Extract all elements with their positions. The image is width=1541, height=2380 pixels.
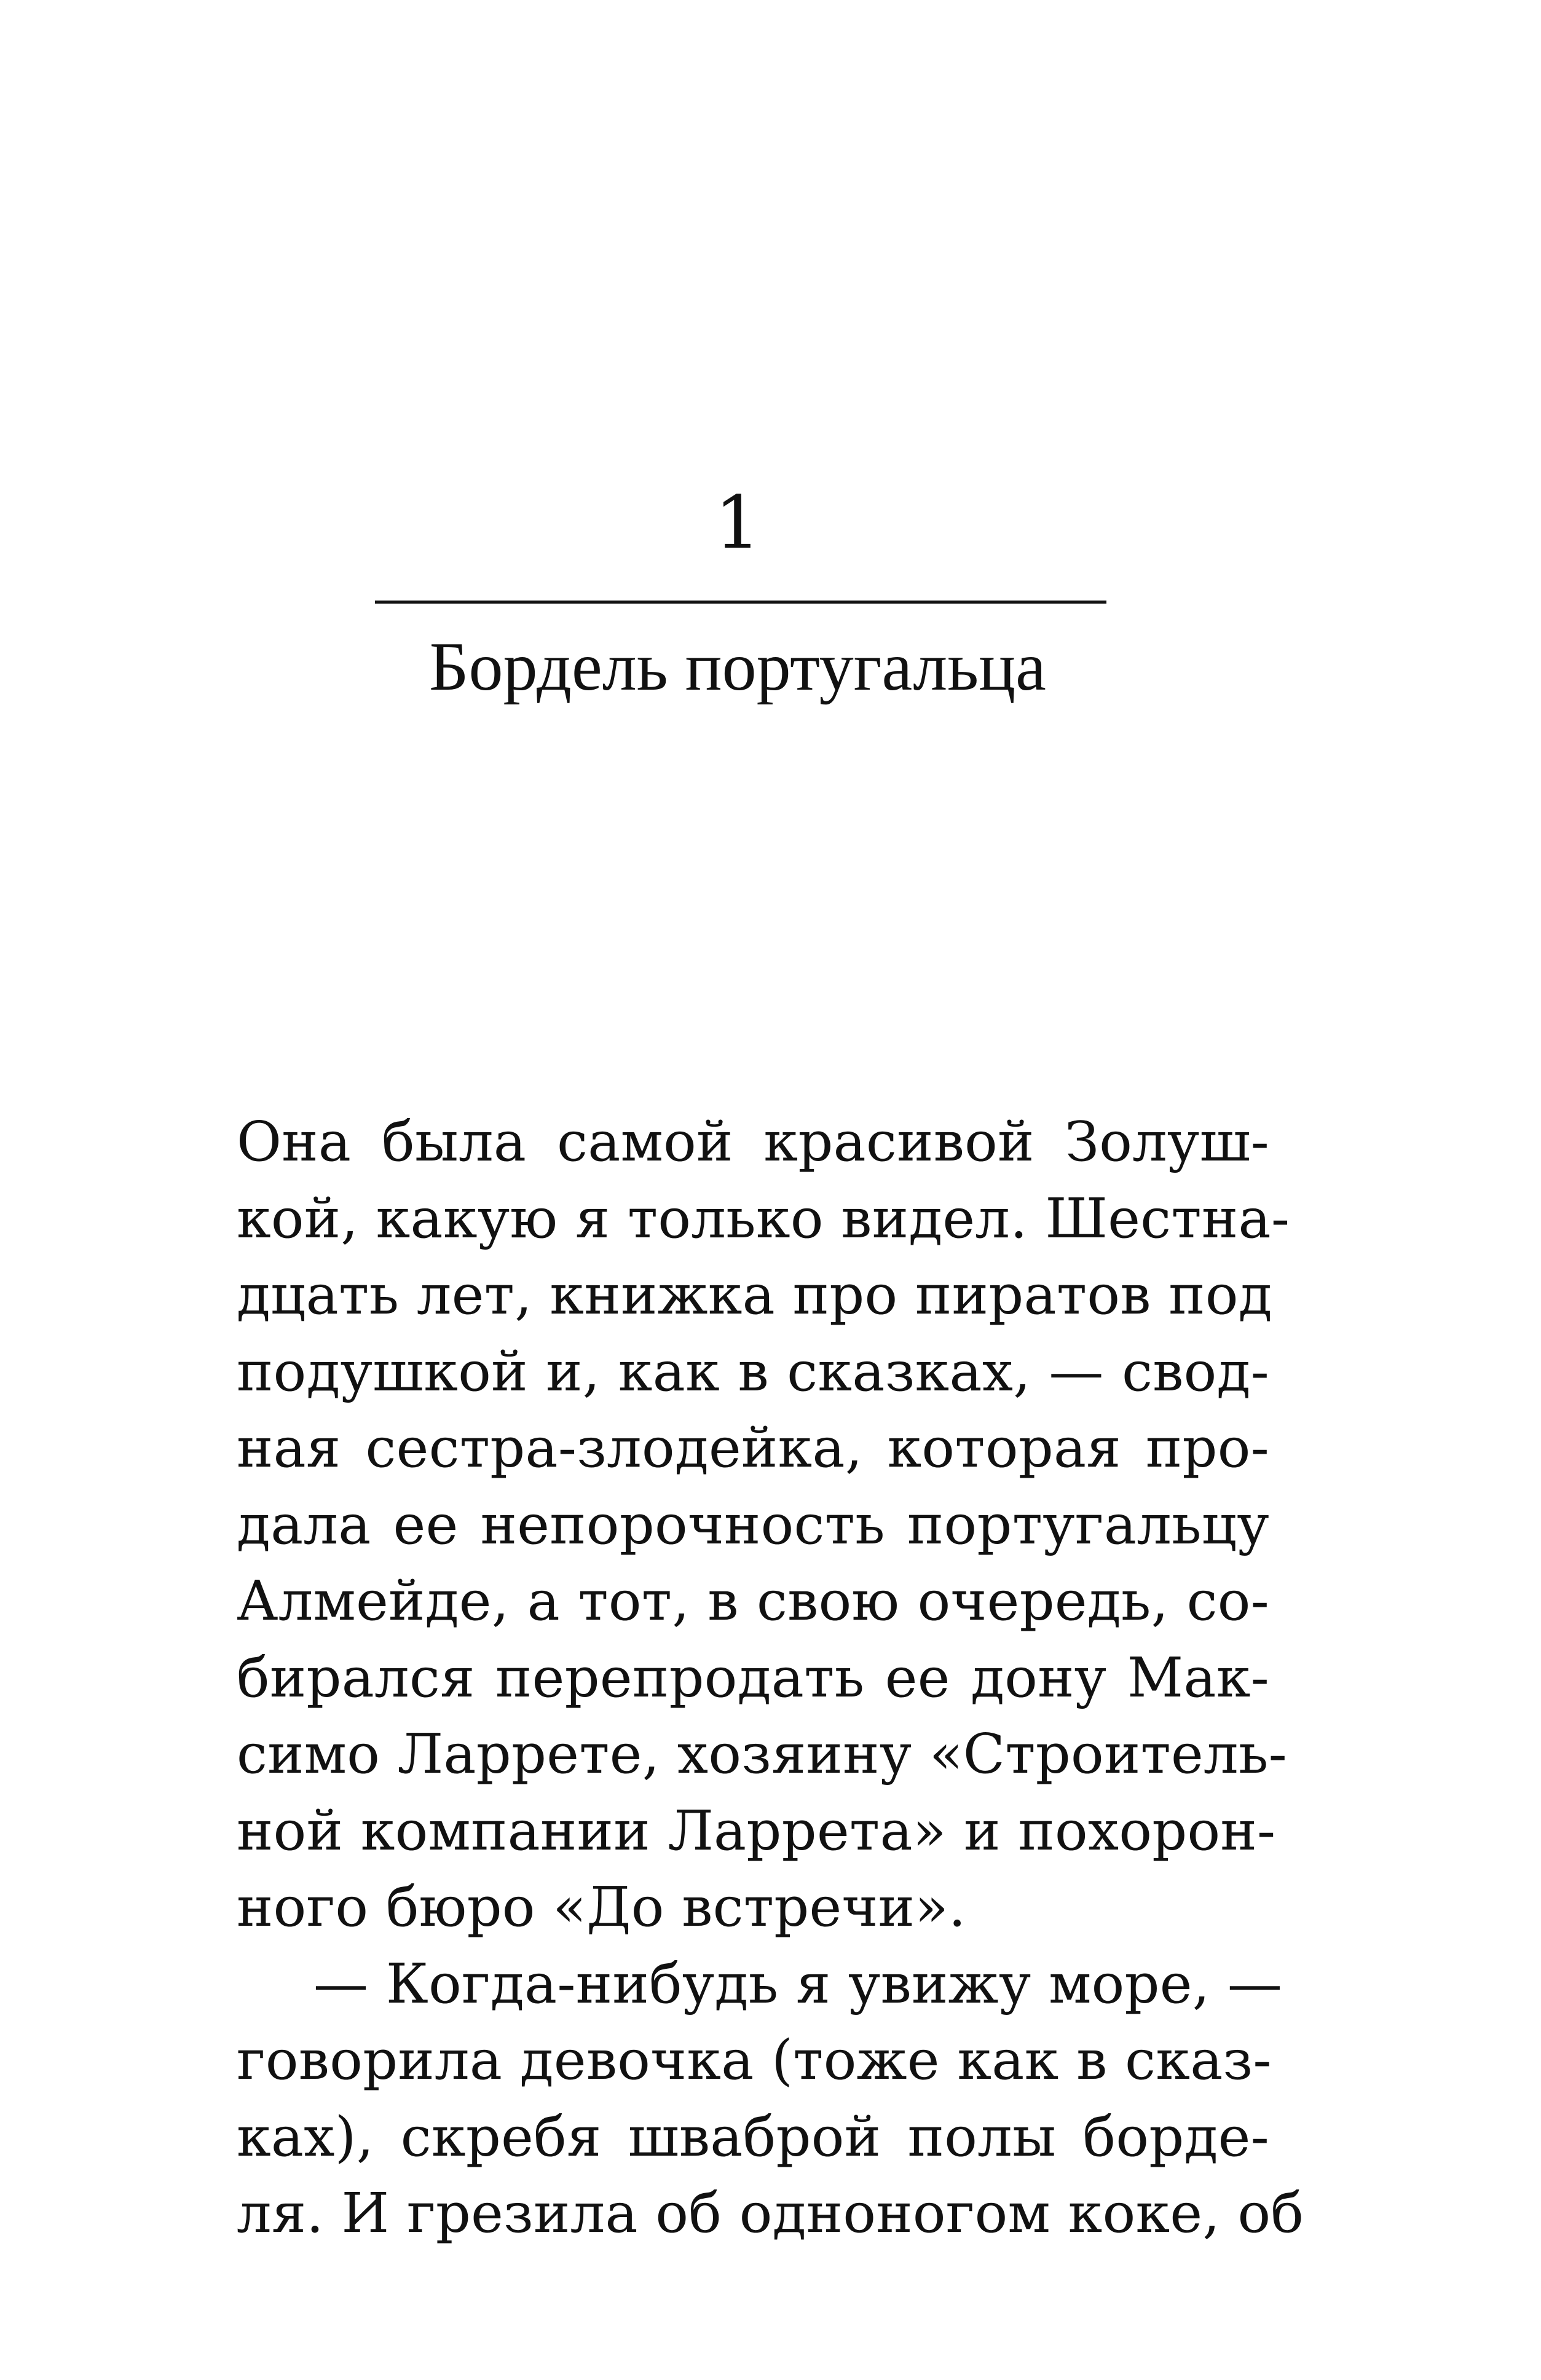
text-line: — Когда-нибудь я увижу море, — bbox=[313, 1951, 1283, 2016]
text-line: подушкой и, как в сказках, — свод- bbox=[237, 1339, 1269, 1403]
text-line: ля. И грезила об одноногом коке, об bbox=[237, 2181, 1304, 2245]
text-line: говорила девочка (тоже как в сказ- bbox=[237, 2028, 1272, 2092]
text-line: ная сестра-злодейка, которая про- bbox=[237, 1416, 1269, 1480]
chapter-divider bbox=[375, 601, 1106, 604]
text-line: дала ее непорочность португальцу bbox=[237, 1492, 1269, 1556]
text-line: ках), скребя шваброй полы борде- bbox=[237, 2104, 1269, 2169]
text-line: кой, какую я только видел. Шестна- bbox=[237, 1186, 1290, 1250]
text-line: бирался перепродать ее дону Мак- bbox=[237, 1645, 1269, 1709]
text-line: Она была самой красивой Золуш- bbox=[237, 1109, 1269, 1173]
text-line: дцать лет, книжка про пиратов под bbox=[237, 1263, 1272, 1326]
text-line: Алмейде, а тот, в свою очередь, со- bbox=[237, 1569, 1269, 1633]
text-line: ного бюро «До встречи». bbox=[237, 1875, 966, 1939]
text-line: симо Ларрете, хозяину «Строитель- bbox=[237, 1722, 1287, 1786]
chapter-number: 1 bbox=[714, 480, 761, 565]
chapter-title: Бордель португальца bbox=[429, 629, 1046, 705]
text-line: ной компании Ларрета» и похорон- bbox=[237, 1798, 1276, 1862]
body-text bbox=[237, 1103, 1304, 2252]
